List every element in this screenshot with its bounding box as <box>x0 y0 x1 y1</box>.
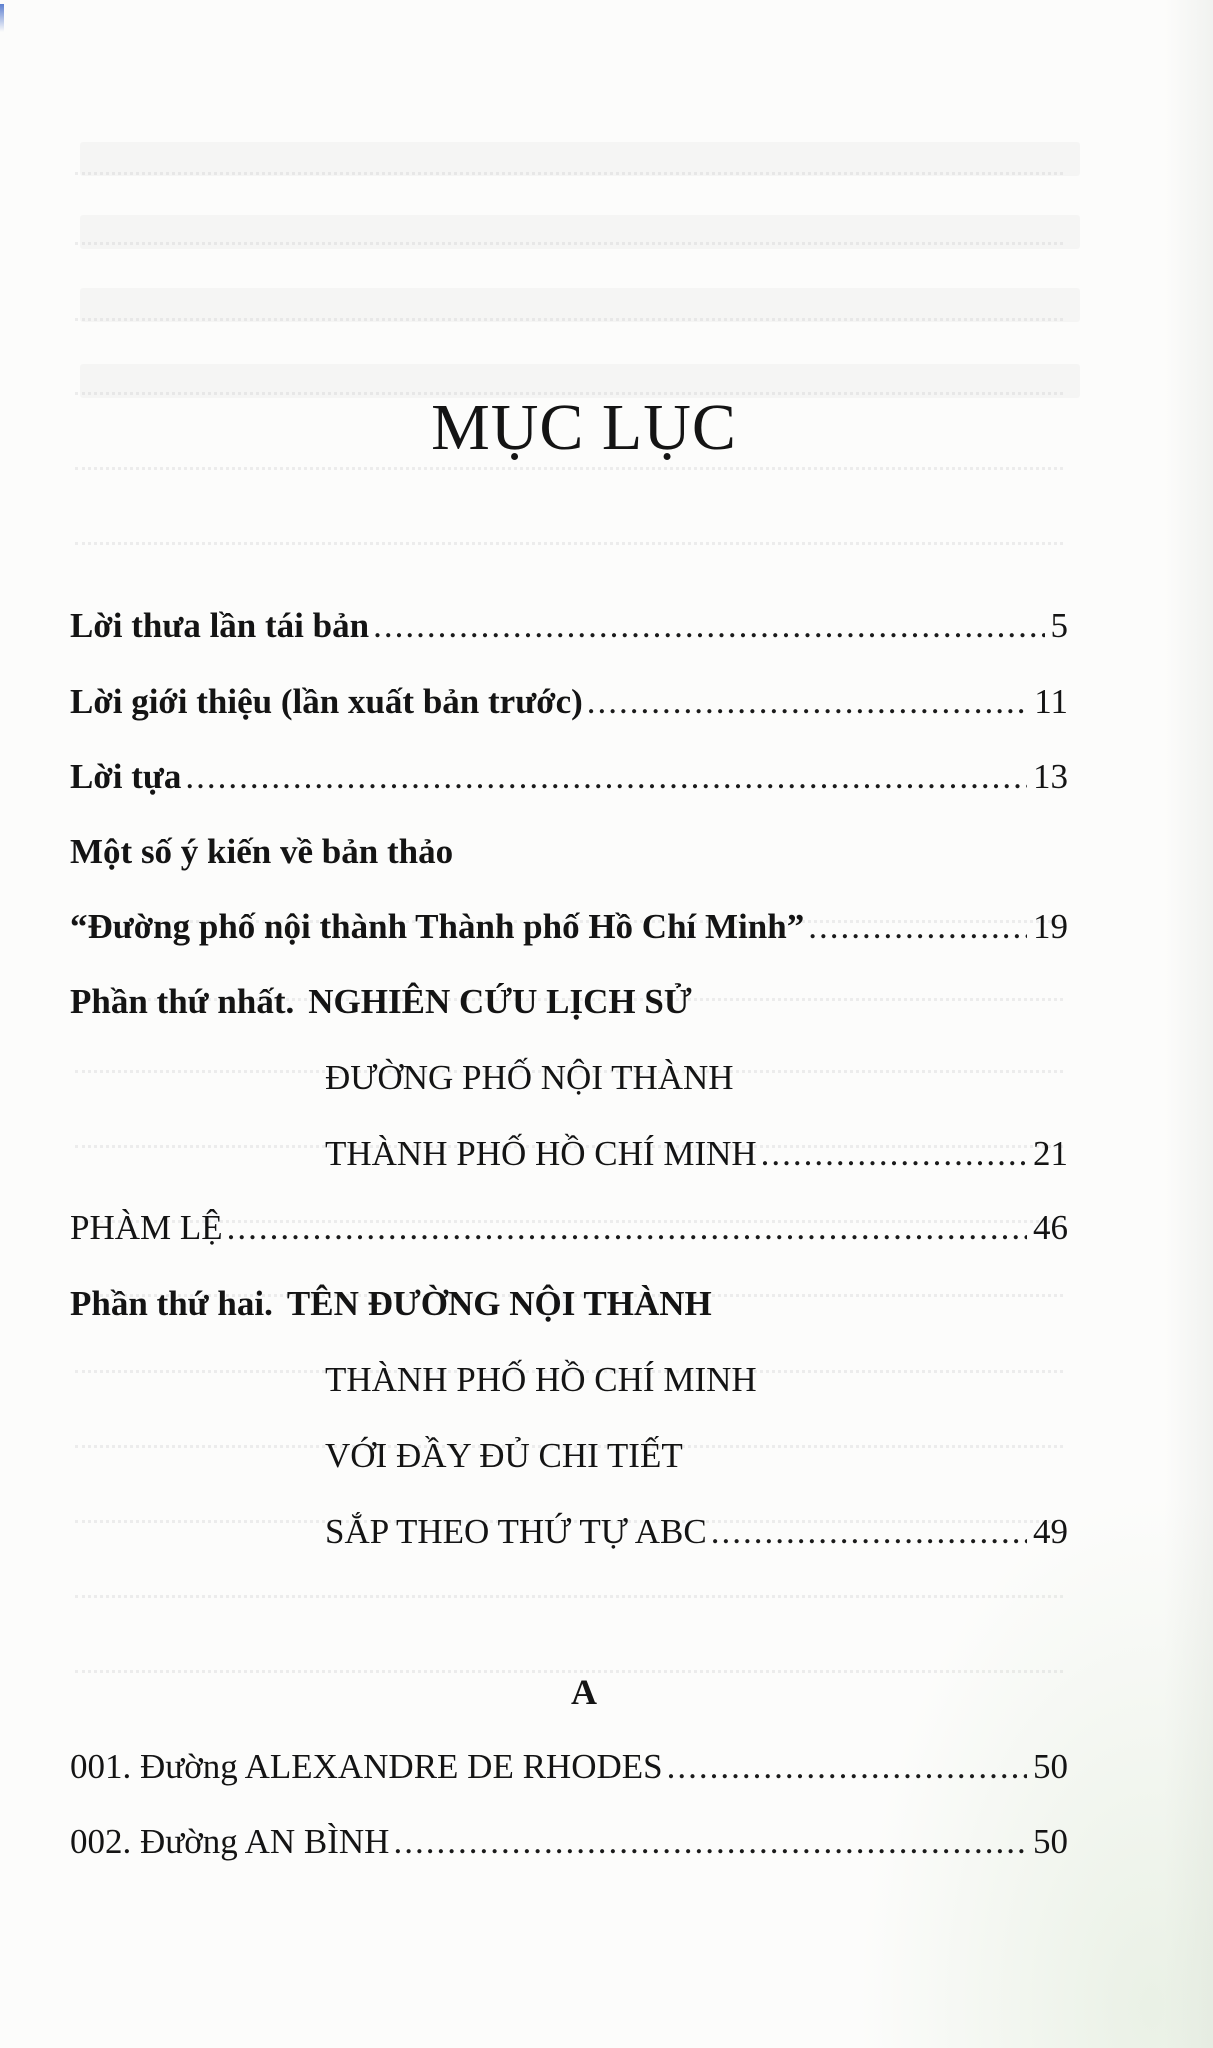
toc-part-title-line <box>325 1356 1068 1404</box>
toc-entry <box>70 678 1068 726</box>
dot-leader <box>667 1743 1027 1791</box>
toc-page-number: 19 <box>1033 907 1068 946</box>
street-page-number: 50 <box>1033 1822 1068 1861</box>
section-letter-heading: A <box>571 1672 597 1712</box>
toc-entry-label: PHÀM LỆ <box>70 1208 223 1247</box>
bleed-through <box>75 1575 1063 1598</box>
street-page-number: 50 <box>1033 1747 1068 1786</box>
toc-entry-label: Lời tựa <box>70 757 182 796</box>
toc-entry <box>70 903 1068 951</box>
toc-page-number: 46 <box>1033 1208 1068 1247</box>
page-title: MỤC LỤC <box>431 391 737 464</box>
scan-edge-mark <box>0 4 4 32</box>
toc-entry <box>70 602 1068 650</box>
toc-entry <box>70 1204 1068 1252</box>
toc-part-title-line <box>325 1130 1068 1178</box>
bleed-through <box>75 522 1063 545</box>
toc-part-title: VỚI ĐẦY ĐỦ CHI TIẾT <box>325 1436 683 1475</box>
bleed-through <box>80 142 1080 176</box>
dot-leader <box>227 1204 1027 1252</box>
toc-entry-label: Lời thưa lần tái bản <box>70 606 370 645</box>
toc-part-entry <box>70 978 1068 1026</box>
dot-leader <box>185 753 1027 801</box>
toc-part-title-line <box>325 1508 1068 1556</box>
toc-part-entry <box>70 1280 1068 1328</box>
dot-leader <box>761 1130 1027 1178</box>
toc-part-title-line <box>325 1054 1068 1102</box>
toc-part-title: TÊN ĐƯỜNG NỘI THÀNH <box>286 1284 712 1323</box>
dot-leader <box>808 903 1027 951</box>
street-entry-label: 002. Đường AN BÌNH <box>70 1822 390 1861</box>
toc-entry <box>70 828 1068 876</box>
street-entry <box>70 1743 1068 1791</box>
dot-leader <box>393 1818 1027 1866</box>
toc-page-number: 5 <box>1050 606 1068 645</box>
toc-part-label: Phần thứ hai. <box>70 1284 273 1323</box>
dot-leader <box>587 678 1029 726</box>
toc-page-number: 11 <box>1034 682 1068 721</box>
toc-page-number: 49 <box>1033 1512 1068 1551</box>
toc-part-title: THÀNH PHỐ HỒ CHÍ MINH <box>325 1134 757 1173</box>
street-entry <box>70 1818 1068 1866</box>
toc-part-label: Phần thứ nhất. <box>70 982 295 1021</box>
toc-page-number: 21 <box>1033 1134 1068 1173</box>
toc-entry-label: Lời giới thiệu (lần xuất bản trước) <box>70 682 583 721</box>
bleed-through <box>80 215 1080 249</box>
toc-part-title: ĐƯỜNG PHỐ NỘI THÀNH <box>325 1058 734 1097</box>
dot-leader <box>711 1508 1027 1556</box>
toc-page-number: 13 <box>1033 757 1068 796</box>
toc-part-title-line <box>325 1432 1068 1480</box>
bleed-through <box>80 288 1080 322</box>
toc-part-title: SẮP THEO THỨ TỰ ABC <box>325 1512 707 1551</box>
toc-part-title: NGHIÊN CỨU LỊCH SỬ <box>308 982 692 1021</box>
toc-entry-label: “Đường phố nội thành Thành phố Hồ Chí Minh” <box>70 907 805 946</box>
toc-entry-label: Một số ý kiến về bản thảo <box>70 832 454 871</box>
toc-part-title: THÀNH PHỐ HỒ CHÍ MINH <box>325 1360 757 1399</box>
toc-entry <box>70 753 1068 801</box>
street-entry-label: 001. Đường ALEXANDRE DE RHODES <box>70 1747 663 1786</box>
dot-leader <box>373 602 1044 650</box>
